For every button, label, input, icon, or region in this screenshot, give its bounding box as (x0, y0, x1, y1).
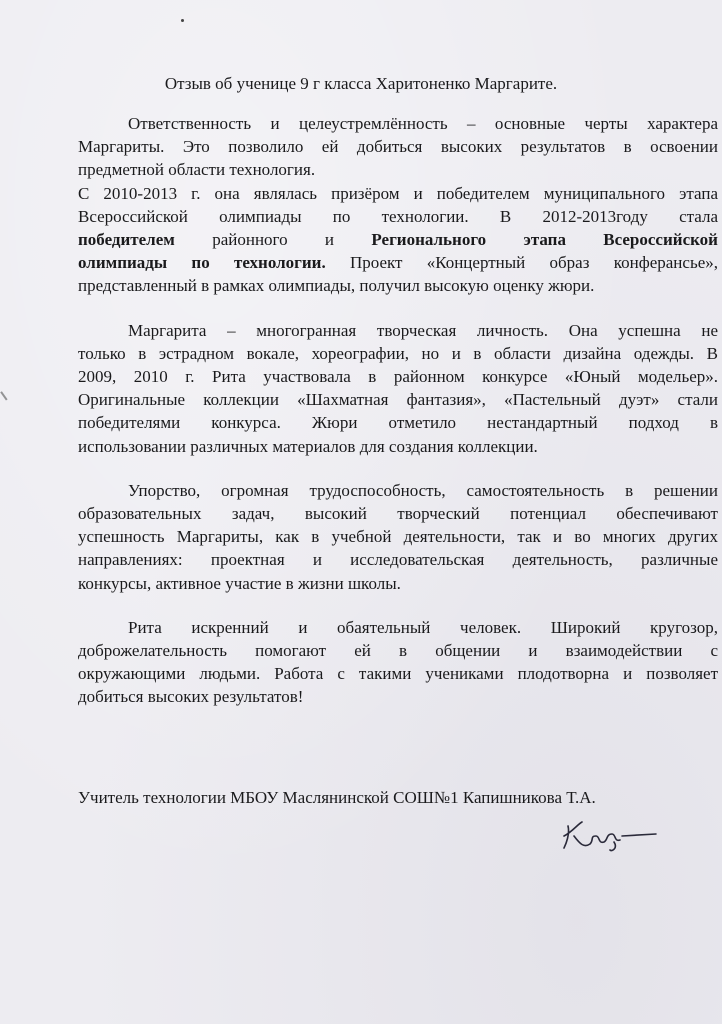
text-line-mixed (78, 228, 718, 251)
text-line: успешность Маргариты, как в учебной деятельности, так и во многих других (78, 527, 718, 547)
text-fragment: Проект «Концертный образ конферансье», (325, 253, 718, 273)
text-line: Рита искренний и обаятельный человек. Широкий кругозор, (128, 617, 718, 637)
text-line: Маргарита – многогранная творческая личность. Она успешна не (128, 320, 718, 340)
text-line: Оригинальные коллекции «Шахматная фантазия», «Пастельный дуэт» стали (78, 390, 718, 410)
text-line: Всероссийской олимпиады по технологии. В 2012-2013году стала (78, 206, 718, 226)
text-line: 2009, 2010 г. Рита участвовала в районном конкурсе «Юный модельер». (78, 367, 718, 387)
handwritten-signature-icon (560, 814, 660, 854)
text-line: добиться высоких результатов! (78, 687, 304, 707)
text-line: конкурсы, активное участие в жизни школы. (78, 573, 401, 593)
bold-text: победителем (78, 230, 175, 250)
text-line: Ответственность и целеустремлённость – основные черты характера (128, 114, 718, 133)
document-body (78, 112, 718, 709)
paragraph-5 (78, 616, 718, 709)
paragraph-1 (78, 112, 718, 182)
text-line: образовательных задач, высокий творческий потенциал обеспечивают (78, 504, 718, 524)
paragraph-4 (78, 479, 718, 595)
text-line-mixed (78, 251, 718, 274)
text-line: окружающими людьми. Работа с такими учениками плодотворна и позволяет (78, 664, 718, 684)
text-line: использовании различных материалов для создания коллекции. (78, 436, 538, 456)
bold-text: Регионального этапа Всероссийской (371, 230, 718, 250)
teacher-signature-line: Учитель технологии МБОУ Маслянинской СОШ№1 Капишникова Т.А. (78, 788, 596, 807)
paragraph-2 (78, 182, 718, 298)
text-line: победителями конкурса. Жюри отметило нестандартный подход в (78, 413, 718, 433)
text-line: доброжелательность помогают ей в общении и взаимодействии с (78, 641, 718, 661)
text-fragment: районного и (174, 230, 372, 250)
scan-speck (181, 19, 184, 22)
text-line: представленный в рамках олимпиады, получил высокую оценку жюри. (78, 276, 595, 296)
text-line: Упорство, огромная трудоспособность, самостоятельность в решении (128, 480, 718, 500)
bold-text: олимпиады по технологии. (78, 253, 326, 273)
text-line: С 2010-2013 г. она являлась призёром и победителем муниципального этапа (78, 183, 718, 203)
text-line: предметной области технология. (78, 160, 316, 180)
text-line: Маргариты. Это позволило ей добиться высоких результатов в освоении (78, 137, 718, 157)
paragraph-3 (78, 319, 718, 458)
text-line: направлениях: проектная и исследовательская деятельность, различные (78, 550, 718, 570)
document-title: Отзыв об ученице 9 г класса Харитоненко Маргарите. (164, 74, 558, 93)
scan-mark (0, 385, 16, 400)
text-line: только в эстрадном вокале, хореографии, но и в области дизайна одежды. В (78, 343, 718, 363)
